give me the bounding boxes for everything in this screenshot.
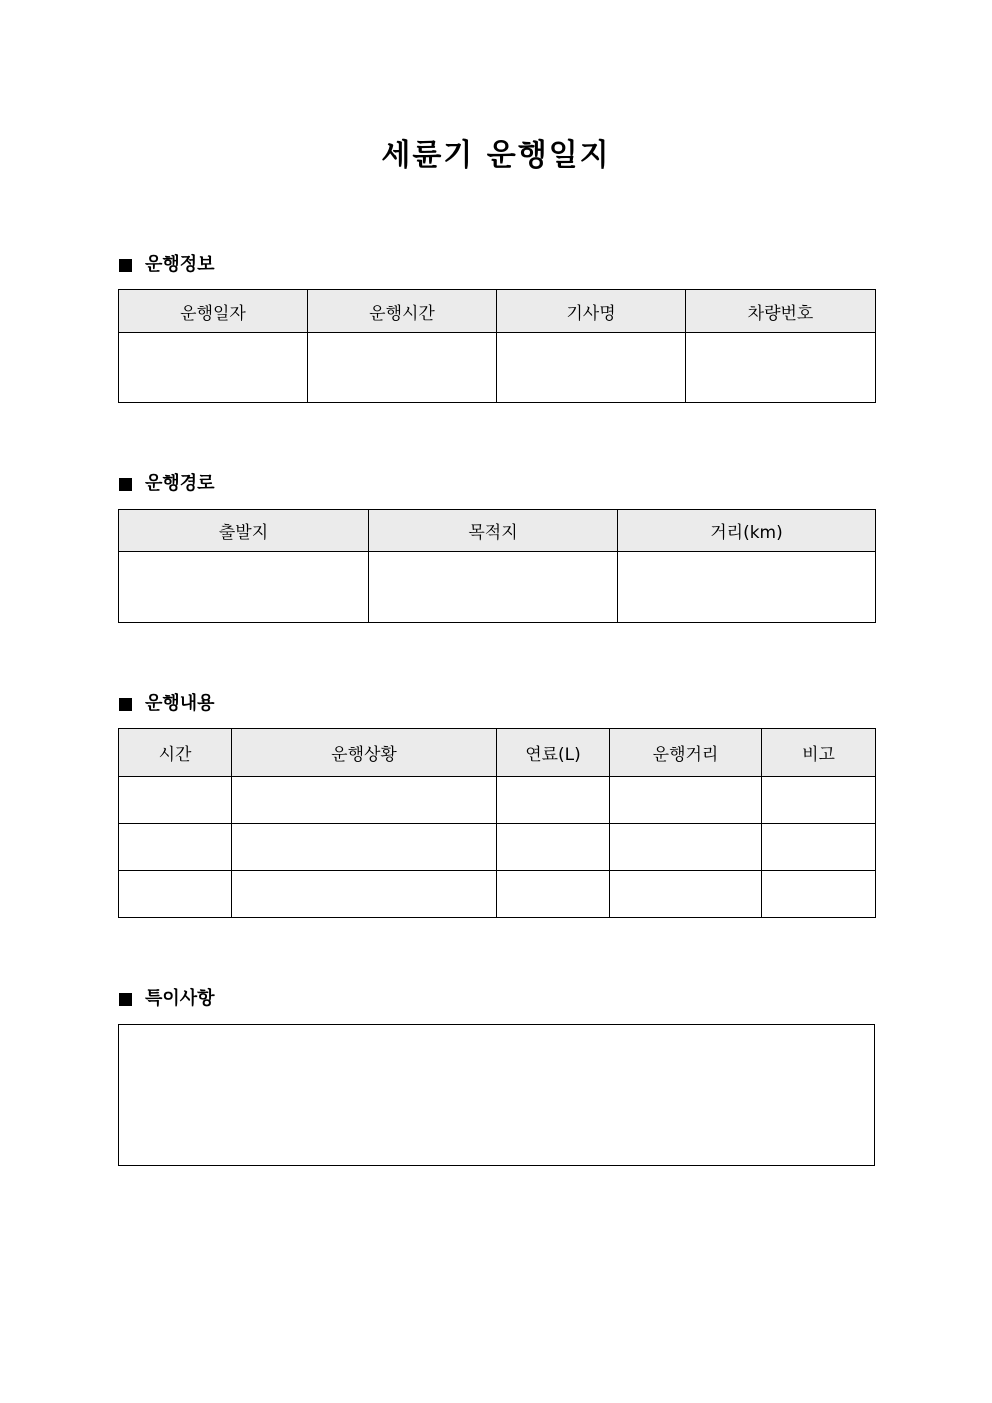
header-cell-vehicle: 차량번호 bbox=[686, 290, 876, 333]
header-cell-fuel: 연료(L) bbox=[497, 729, 610, 777]
section-heading-label: 특이사항 bbox=[145, 988, 215, 1009]
input-cell-driver[interactable] bbox=[497, 333, 686, 403]
input-cell-time[interactable] bbox=[308, 333, 497, 403]
content-table bbox=[118, 728, 876, 918]
section-heading-content bbox=[119, 692, 215, 716]
input-cell-date[interactable] bbox=[119, 333, 308, 403]
input-cell[interactable] bbox=[610, 777, 762, 824]
header-cell-departure: 출발지 bbox=[119, 510, 369, 552]
input-cell-destination[interactable] bbox=[369, 552, 618, 623]
section-heading-route bbox=[119, 472, 215, 496]
table-header-row bbox=[119, 290, 876, 333]
notes-box[interactable] bbox=[118, 1024, 875, 1166]
input-cell-vehicle[interactable] bbox=[686, 333, 876, 403]
section-heading-label: 운행정보 bbox=[145, 254, 215, 275]
input-cell[interactable] bbox=[119, 777, 232, 824]
input-cell[interactable] bbox=[762, 824, 876, 871]
input-cell[interactable] bbox=[497, 871, 610, 918]
header-cell-driver: 기사명 bbox=[497, 290, 686, 333]
table-row bbox=[119, 777, 876, 824]
header-cell-time: 시간 bbox=[119, 729, 232, 777]
table-header-row bbox=[119, 510, 876, 552]
table-row bbox=[119, 552, 876, 623]
section-heading-notes bbox=[119, 987, 215, 1011]
black-square-icon bbox=[119, 698, 132, 711]
input-cell-distance[interactable] bbox=[618, 552, 876, 623]
section-heading-label: 운행경로 bbox=[145, 473, 215, 494]
table-row bbox=[119, 333, 876, 403]
route-table bbox=[118, 509, 876, 623]
table-row bbox=[119, 824, 876, 871]
black-square-icon bbox=[119, 259, 132, 272]
header-cell-status: 운행상황 bbox=[232, 729, 497, 777]
black-square-icon bbox=[119, 478, 132, 491]
section-heading-info bbox=[119, 253, 215, 277]
table-header-row bbox=[119, 729, 876, 777]
page-title: 세륜기 운행일지 bbox=[381, 138, 611, 173]
header-cell-remarks: 비고 bbox=[762, 729, 876, 777]
input-cell[interactable] bbox=[762, 777, 876, 824]
header-cell-distance: 거리(km) bbox=[618, 510, 876, 552]
header-cell-distance: 운행거리 bbox=[610, 729, 762, 777]
input-cell[interactable] bbox=[232, 871, 497, 918]
section-heading-label: 운행내용 bbox=[145, 693, 215, 714]
info-table bbox=[118, 289, 876, 403]
input-cell[interactable] bbox=[610, 824, 762, 871]
header-cell-date: 운행일자 bbox=[119, 290, 308, 333]
input-cell[interactable] bbox=[119, 824, 232, 871]
input-cell[interactable] bbox=[610, 871, 762, 918]
header-cell-destination: 목적지 bbox=[369, 510, 618, 552]
input-cell[interactable] bbox=[119, 871, 232, 918]
input-cell[interactable] bbox=[232, 824, 497, 871]
header-cell-time: 운행시간 bbox=[308, 290, 497, 333]
table-row bbox=[119, 871, 876, 918]
input-cell[interactable] bbox=[232, 777, 497, 824]
black-square-icon bbox=[119, 993, 132, 1006]
input-cell[interactable] bbox=[497, 824, 610, 871]
input-cell-departure[interactable] bbox=[119, 552, 369, 623]
input-cell[interactable] bbox=[497, 777, 610, 824]
input-cell[interactable] bbox=[762, 871, 876, 918]
